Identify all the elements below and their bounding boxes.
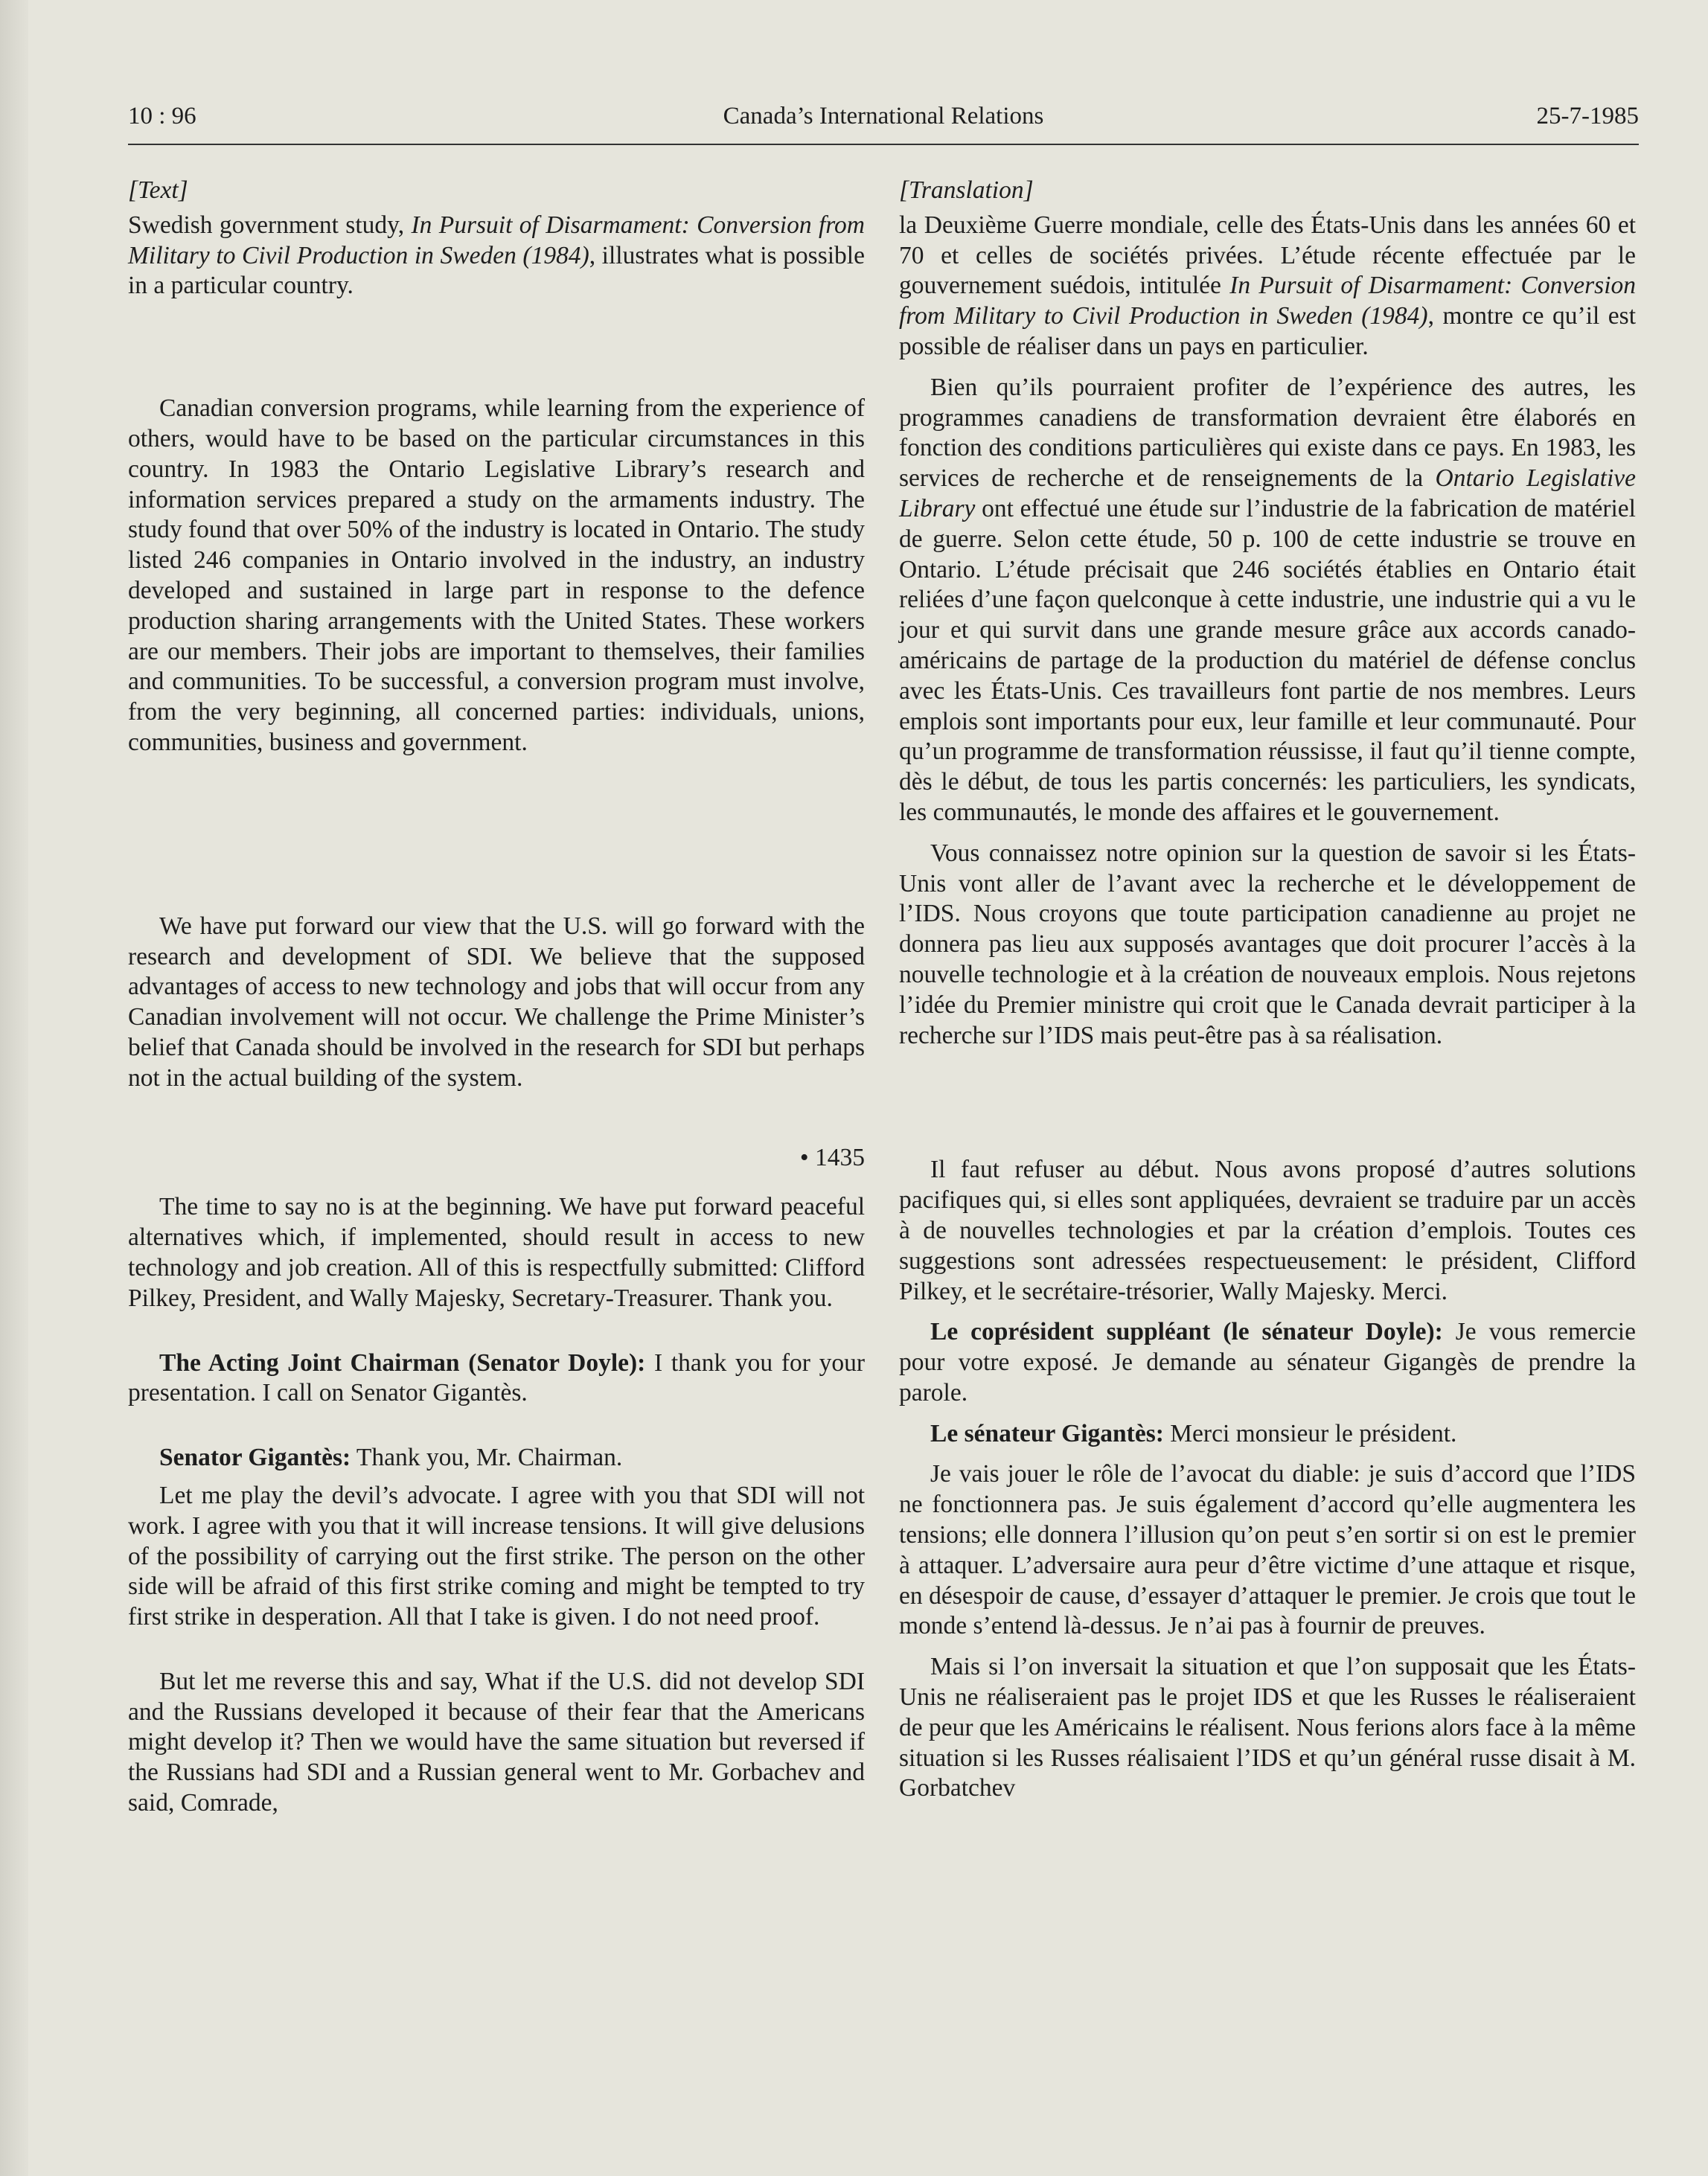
text-run: I thank you for your presentation. I call on Senator Gigantès.: [128, 1348, 865, 1407]
speaker-name: Le sénateur Gigantès:: [930, 1419, 1164, 1447]
paragraph: We have put forward our view that the U.S. will go forward with the research and development of SDI. We believe that the supposed advantages of access to new technology and jobs that will occur from any Canadian involvement will not occur. We challenge the Prime Minister’s belief that Canada should be involved in the research for SDI but perhaps not in the actual building of the system.: [128, 912, 865, 1092]
paragraph: [899, 1419, 1636, 1450]
paragraph: [899, 373, 1636, 828]
english-column: [128, 176, 865, 1819]
library-name: Ontario Legislative Library: [899, 464, 1636, 522]
paragraph: Let me play the devil’s advocate. I agree with you that SDI will not work. I agree with you that it will increase tensions. It will give delusions of the possibility of carrying out the first strike. The person on the other side will be afraid of this first strike coming and might be tempted to try first strike in desperation. All that I take is given. I do not need proof.: [128, 1481, 865, 1631]
paragraph: Canadian conversion programs, while learning from the experience of others, would have to be based on the particular circumstances in this country. In 1983 the Ontario Legislative Library’s research and information services prepared a study on the armaments industry. The study found that over 50% of the industry is located in Ontario. The study listed 246 companies in Ontario involved in the industry, an industry developed and sustained in large part in response to the defence production sharing arrangements with the United States. These workers are our members. Their jobs are important to themselves, their families and communities. To be successful, a conversion program must involve, from the very beginning, all concerned parties: individuals, unions, communities, business and government.: [128, 394, 865, 756]
paragraph: Vous connaissez notre opinion sur la question de savoir si les États-Unis vont aller de l’avant avec la recherche et le développement de l’IDS. Nous croyons que toute participation canadienne au projet ne donnera pas lieu aux supposés avantages que doit procurer l’accès à la nouvelle technologie et à la création de nouveaux emplois. Nous rejetons l’idée du Premier ministre qui croit que le Canada devrait participer à la recherche sur l’IDS mais peut-être pas à sa réalisation.: [899, 839, 1636, 1049]
text-run: Bien qu’ils pourraient profiter de l’expérience des autres, les programmes canadiens de transformation devraient être élaborés en fonction des conditions particulières qui existe dans ce pays. En 1983, les services de recherche et de renseignements de la: [899, 373, 1636, 493]
paragraph: [899, 1317, 1636, 1408]
paragraph: Je vais jouer le rôle de l’avocat du diable: je suis d’accord que l’IDS ne fonctionnera pas. Je suis également d’accord qu’elle augmentera les tensions; elle donnera l’illusion qu’on peut s’en sortir si on est le premier à attaquer. L’adversaire aura peur d’être victime d’une attaque et risque, en désespoir de cause, d’essayer d’attaquer le premier. Je crois que tout le monde s’entend là-dessus. Je n’ai pas à fournir de preuves.: [899, 1460, 1636, 1640]
paragraph: Il faut refuser au début. Nous avons proposé d’autres solutions pacifiques qui, si elles sont appliquées, devraient se traduire par un accès à de nouvelles technologies et par la création d’emplois. Toutes ces suggestions sont adressées respectueusement: le président, Clifford Pilkey, et le secrétaire-trésorier, Wally Majesky. Merci.: [899, 1156, 1636, 1305]
text-run: Je vous remercie pour votre exposé. Je demande au sénateur Gigangès de prendre la parole.: [899, 1318, 1636, 1407]
time-marker: • 1435: [799, 1143, 865, 1171]
text-run: Merci monsieur le président.: [1163, 1419, 1457, 1447]
text-run: , montre ce qu’il est possible de réaliser dans un pays en particulier.: [899, 302, 1637, 360]
french-column: [899, 176, 1636, 1804]
page-edge: [0, 0, 28, 2176]
header-rule: [128, 144, 1639, 145]
speaker-name: The Acting Joint Chairman (Senator Doyle):: [159, 1348, 646, 1377]
issue-date: 25-7-1985: [1536, 103, 1639, 129]
text-run: la Deuxième Guerre mondiale, celle des États-Unis dans les années 60 et 70 et celles de sociétés privées. L’étude récente effectuée par le gouvernement suédois, intitulée: [899, 211, 1636, 300]
speaker-name: Senator Gigantès:: [159, 1444, 351, 1472]
page-number: 10 : 96: [128, 103, 196, 129]
paragraph: Mais si l’on inversait la situation et que l’on supposait que les États-Unis ne réaliseraient pas le projet IDS et que les Russes le réaliseraient de peur que les Américains le réalisent. Nous ferions alors face à la même situation si les Russes réalisaient l’IDS et qu’un général russe disait à M. Gorbatchev: [899, 1653, 1636, 1802]
paragraph: The time to say no is at the beginning. We have put forward peaceful alternatives which, if implemented, should result in access to new technology and job creation. All of this is respectfully submitted: Clifford Pilkey, President, and Wally Majesky, Secretary-Treasurer. Thank you.: [128, 1193, 865, 1312]
paragraph: [128, 1348, 865, 1409]
paragraph: [899, 211, 1636, 362]
running-header: [128, 103, 1639, 140]
text-run: ont effectué une étude sur l’industrie de la fabrication de matériel de guerre. Selon cette étude, 50 p. 100 de cette industrie se trouve en Ontario. L’étude précisait que 246 sociétés établies en Ontario était reliées d’une façon quelconque à cette industrie, une industrie qui a vu le jour et qui survit dans une grande mesure grâce aux accords canado-américains de partage de la production du matériel de défense conclus avec les États-Unis. Ces travailleurs font partie de nos membres. Leurs emplois sont importants pour eux, leur famille et leur communauté. Pour qu’un programme de transformation réussisse, il faut qu’il tienne compte, dès le début, de tous les partis concernés: les particuliers, les syndicats, les communautés, le monde des affaires et le gouvernement.: [899, 494, 1636, 826]
study-title: In Pursuit of Disarmament: Conversion from Military to Civil Production in Sweden (1984): [128, 211, 865, 269]
paragraph: But let me reverse this and say, What if the U.S. did not develop SDI and the Russians developed it because of their fear that the Americans might develop it? Then we would have the same situation but reversed if the Russians had SDI and a Russian general went to Mr. Gorbachev and said, Comrade,: [128, 1667, 865, 1817]
text-label: [Text]: [128, 176, 188, 204]
paragraph: [128, 1443, 865, 1473]
speaker-name: Le coprésident suppléant (le sénateur Doyle):: [930, 1318, 1443, 1346]
paragraph: [128, 211, 865, 301]
publication-title: Canada’s International Relations: [723, 103, 1044, 129]
translation-label: [Translation]: [899, 176, 1034, 204]
text-run: Thank you, Mr. Chairman.: [351, 1444, 623, 1472]
text-run: , illustrates what is possible in a particular country.: [128, 241, 865, 300]
text-run: Swedish government study,: [128, 211, 412, 239]
study-title: In Pursuit of Disarmament: Conversion from Military to Civil Production in Sweden (1984): [899, 272, 1637, 330]
